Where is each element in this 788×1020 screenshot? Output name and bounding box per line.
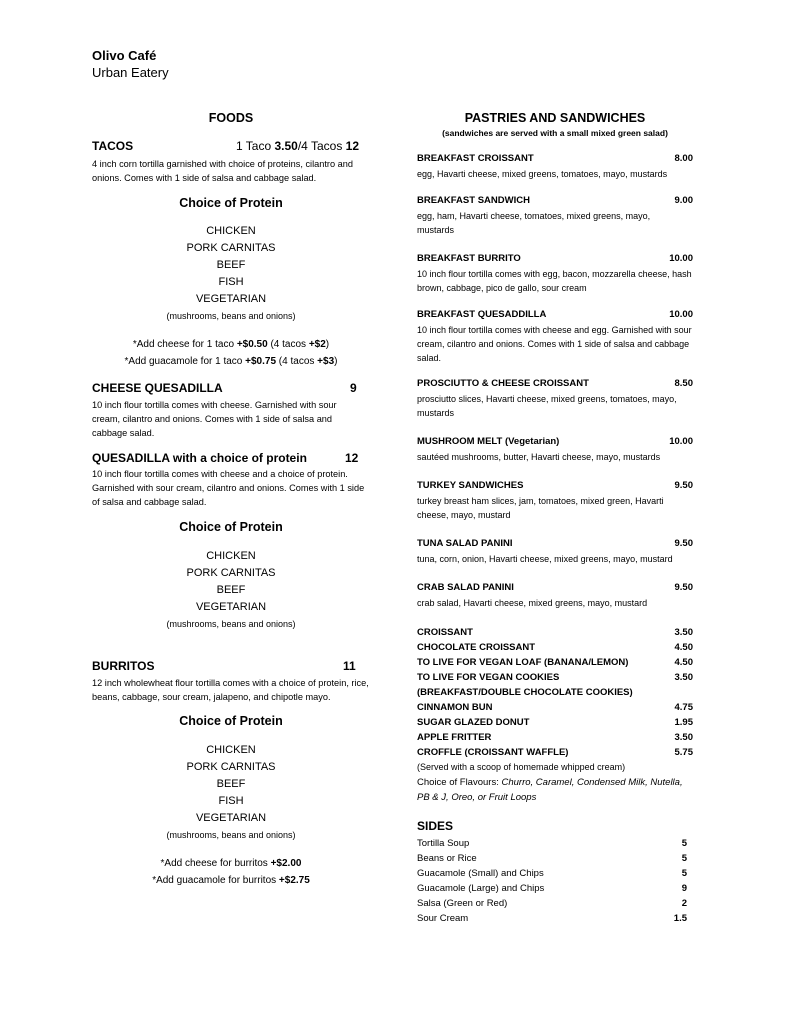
protein-option: CHICKEN: [206, 225, 256, 237]
menu-item-title: BREAKFAST QUESADDILLA: [417, 309, 547, 320]
pastry-name: SUGAR GLAZED DONUT: [417, 717, 530, 728]
side-name: Guacamole (Small) and Chips: [417, 868, 544, 879]
menu-item-title: TUNA SALAD PANINI: [417, 538, 513, 549]
tacos-description: 4 inch corn tortilla garnished with choice of proteins, cilantro and onions. Comes with 1 side of salsa and cabbage salad.: [92, 159, 353, 183]
pastry-price: 1.95: [674, 717, 693, 728]
pastry-name: CROISSANT: [417, 627, 473, 638]
side-price: 5: [681, 853, 687, 864]
side-name: Tortilla Soup: [417, 838, 470, 849]
menu-item-description: egg, ham, Havarti cheese, tomatoes, mixed greens, mayo, mustards: [417, 211, 651, 235]
foods-heading: FOODS: [208, 111, 254, 125]
croffle-flavours: Choice of Flavours: Churro, Caramel, Condensed Milk, Nutella, PB & J, Oreo, or Fruit Loops: [417, 777, 683, 803]
tacos-protein-heading: Choice of Protein: [179, 196, 283, 210]
protein-option: BEEF: [216, 259, 246, 271]
menu-item-price: 9.50: [674, 480, 693, 491]
menu-item-price: 9.50: [674, 582, 693, 593]
pastry-name: TO LIVE FOR VEGAN LOAF (BANANA/LEMON): [417, 657, 629, 668]
menu-item-description: 10 inch flour tortilla comes with cheese and egg. Garnished with sour cream, cilantro and onions. Comes with 1 side of salsa and cabbage salad.: [417, 325, 692, 363]
pastry-name: TO LIVE FOR VEGAN COOKIES: [417, 672, 560, 683]
side-name: Guacamole (Large) and Chips: [417, 883, 545, 894]
pastry-list: [417, 625, 693, 805]
protein-note: (mushrooms, beans and onions): [166, 619, 296, 629]
side-row: [417, 866, 687, 881]
side-row: [417, 851, 687, 866]
pastry-row: [417, 625, 693, 640]
side-price: 9: [681, 883, 687, 894]
side-price: 2: [681, 898, 687, 909]
menu-item-price: 9.50: [674, 538, 693, 549]
menu-item-description: crab salad, Havarti cheese, mixed greens, mayo, mustard: [417, 598, 648, 608]
pastry-price: 3.50: [674, 672, 693, 683]
pastry-row: [417, 655, 693, 670]
side-row: [417, 881, 687, 896]
menu-item-description: egg, Havarti cheese, mixed greens, tomatoes, mayo, mustards: [417, 169, 668, 179]
protein-option: BEEF: [216, 584, 246, 596]
protein-option: CHICKEN: [206, 744, 256, 756]
protein-option: BEEF: [216, 778, 246, 790]
pastry-row: [417, 745, 693, 760]
pastry-price: 3.50: [674, 627, 693, 638]
side-row: [417, 896, 687, 911]
menu-item-price: 10.00: [669, 309, 693, 320]
menu-item-title: CRAB SALAD PANINI: [417, 582, 514, 593]
addon-guacamole: *Add guacamole for burritos +$2.75: [152, 875, 310, 886]
protein-option: PORK CARNITAS: [186, 761, 276, 773]
pastry-name: CINNAMON BUN: [417, 702, 493, 713]
cheese-quesadilla-title: CHEESE QUESADILLA: [92, 381, 223, 395]
menu-item-title: BREAKFAST BURRITO: [417, 253, 521, 264]
menu-item-description: sautéed mushrooms, butter, Havarti cheese, mayo, mustards: [417, 452, 661, 462]
menu-item-price: 10.00: [669, 436, 693, 447]
pastries-subheading: (sandwiches are served with a small mixed green salad): [442, 128, 668, 138]
menu-item-title: BREAKFAST CROISSANT: [417, 153, 534, 164]
menu-item-title: BREAKFAST SANDWICH: [417, 195, 530, 206]
protein-quesadilla-description: 10 inch flour tortilla comes with cheese and a choice of protein. Garnished with sour cream, cilantro and onions. Comes with 1 side of salsa and cabbage salad.: [92, 469, 365, 507]
burritos-addons: [92, 855, 370, 889]
addon-cheese: *Add cheese for 1 taco +$0.50 (4 tacos +$2): [132, 339, 330, 350]
burritos-price: 11: [343, 659, 356, 673]
burritos-protein-heading: Choice of Protein: [179, 714, 283, 728]
side-price: 1.5: [673, 913, 687, 924]
pastry-row: [417, 715, 693, 730]
protein-option: PORK CARNITAS: [186, 242, 276, 254]
cheese-quesadilla-description: 10 inch flour tortilla comes with cheese. Garnished with sour cream, cilantro and onions. Comes with 1 side of salsa and cabbage salad.: [92, 400, 337, 438]
pastry-row: [417, 700, 693, 715]
side-name: Beans or Rice: [417, 853, 477, 864]
pastry-price: 5.75: [674, 747, 693, 758]
menu-item-title: MUSHROOM MELT (Vegetarian): [417, 436, 560, 447]
menu-item-title: TURKEY SANDWICHES: [417, 480, 524, 491]
sides-heading: SIDES: [417, 819, 454, 833]
side-price: 5: [681, 868, 687, 879]
burritos-title: BURRITOS: [92, 659, 155, 673]
side-name: Salsa (Green or Red): [417, 898, 508, 909]
sides-list: [417, 836, 687, 926]
pastry-price: 4.75: [674, 702, 693, 713]
pastry-price: 3.50: [674, 732, 693, 743]
menu-item-price: 10.00: [669, 253, 693, 264]
side-price: 5: [681, 838, 687, 849]
burritos-description: 12 inch wholewheat flour tortilla comes with a choice of protein, rice, beans, cabbage, sour cream, jalapeno, and chipotle mayo.: [92, 678, 369, 702]
protein-option: PORK CARNITAS: [186, 567, 276, 579]
menu-item-description: tuna, corn, onion, Havarti cheese, mixed greens, mayo, mustard: [417, 554, 673, 564]
menu-item-description: prosciutto slices, Havarti cheese, mixed greens, tomatoes, mayo, mustards: [417, 394, 677, 418]
tacos-title: TACOS: [92, 139, 134, 153]
menu-item-title: PROSCIUTTO & CHEESE CROISSANT: [417, 378, 589, 389]
quesadilla-protein-list: [92, 548, 370, 633]
tacos-protein-list: [92, 223, 370, 325]
menu-item-description: turkey breast ham slices, jam, tomatoes, mixed green, Havarti cheese, mayo, mustard: [417, 496, 664, 520]
cafe-tagline: Urban Eatery: [92, 65, 169, 80]
cheese-quesadilla-price: 9: [350, 381, 357, 395]
protein-option: FISH: [218, 795, 244, 807]
tacos-addons: [92, 336, 370, 370]
menu-item-price: 8.00: [674, 153, 693, 164]
menu-item-description: 10 inch flour tortilla comes with egg, bacon, mozzarella cheese, hash brown, cabbage, pico de gallo, sour cream: [417, 269, 692, 293]
pastry-row: [417, 685, 693, 700]
protein-quesadilla-price: 12: [345, 451, 359, 465]
protein-note: (mushrooms, beans and onions): [166, 830, 296, 840]
pastries-heading: PASTRIES AND SANDWICHES: [464, 111, 646, 125]
pastry-price: 4.50: [674, 642, 693, 653]
pastry-name: CROFFLE (CROISSANT WAFFLE): [417, 747, 569, 758]
side-row: [417, 836, 687, 851]
protein-option: VEGETARIAN: [195, 601, 267, 613]
protein-option: CHICKEN: [206, 550, 256, 562]
burritos-protein-list: [92, 742, 370, 844]
protein-note: (mushrooms, beans and onions): [166, 311, 296, 321]
pastry-price: 4.50: [674, 657, 693, 668]
addon-cheese: *Add cheese for burritos +$2.00: [160, 858, 302, 869]
pastry-name: APPLE FRITTER: [417, 732, 492, 743]
menu-item-price: 9.00: [674, 195, 693, 206]
side-name: Sour Cream: [417, 913, 469, 924]
addon-guacamole: *Add guacamole for 1 taco +$0.75 (4 tacos +$3): [124, 356, 338, 367]
protein-option: FISH: [218, 276, 244, 288]
side-row: [417, 911, 687, 926]
pastry-name: (BREAKFAST/DOUBLE CHOCOLATE COOKIES): [417, 687, 633, 698]
pastry-row: [417, 730, 693, 745]
pastry-row: [417, 670, 693, 685]
tacos-price: 1 Taco 3.50/4 Tacos 12: [236, 139, 360, 153]
menu-item-price: 8.50: [674, 378, 693, 389]
pastry-row: [417, 640, 693, 655]
cafe-name: Olivo Café: [92, 48, 157, 63]
pastry-name: CHOCOLATE CROISSANT: [417, 642, 536, 653]
quesadilla-protein-heading: Choice of Protein: [179, 520, 283, 534]
protein-quesadilla-title: QUESADILLA with a choice of protein: [92, 451, 307, 465]
protein-option: VEGETARIAN: [195, 812, 267, 824]
croffle-note: (Served with a scoop of homemade whipped cream): [417, 762, 626, 772]
protein-option: VEGETARIAN: [195, 293, 267, 305]
